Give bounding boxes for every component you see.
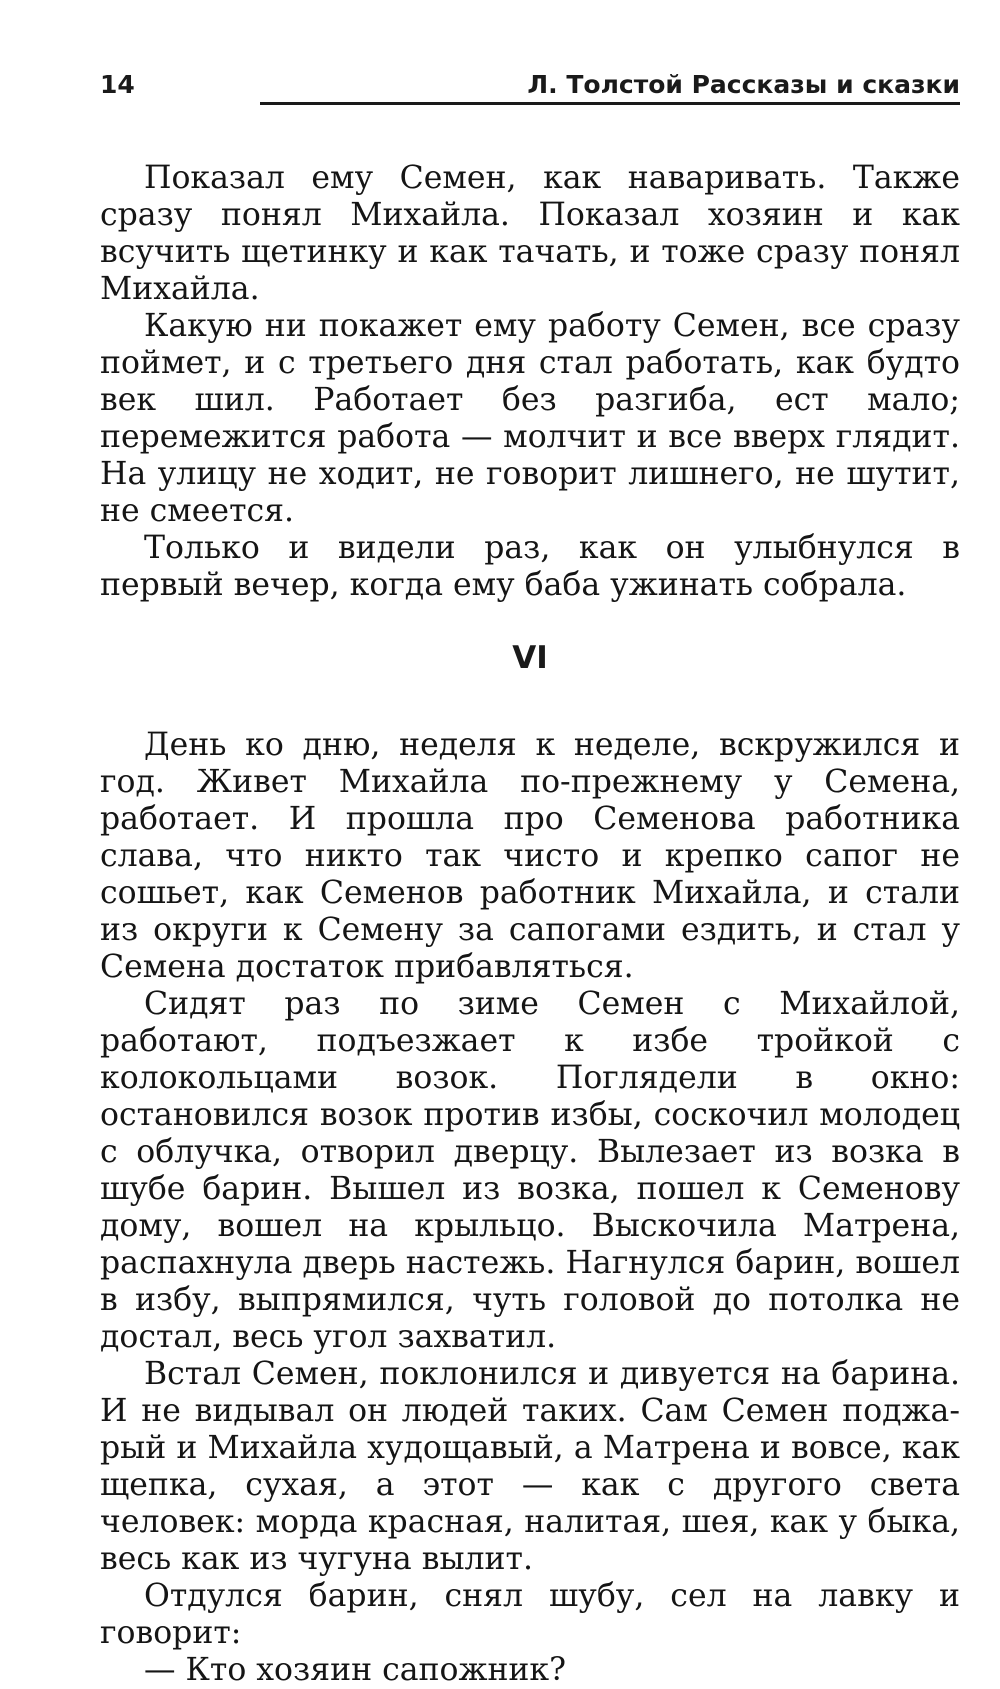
paragraph: Какую ни покажет ему работу Семен, все сразу поймет, и с третьего дня стал работать, как будто век шил. Работает без разгиба, ест мало; перемежится работа — молчит и все вверх глядит. На улицу не ходит, не говорит лишнего, не шутит, не смеется.	[100, 308, 960, 529]
paragraph: Отдулся барин, снял шубу, сел на лавку и говорит:	[100, 1578, 960, 1651]
running-title: Л. Толстой Рассказы и сказки	[527, 70, 960, 99]
page-number: 14	[100, 70, 135, 99]
header-rule	[260, 102, 960, 105]
body-text	[100, 160, 960, 1689]
paragraph: Только и видели раз, как он улыбнулся в первый вечер, когда ему баба ужинать собрала.	[100, 530, 960, 603]
running-head	[100, 62, 960, 108]
chapter-heading: VI	[512, 640, 548, 676]
dialogue-line: — Кто хозяин сапожник?	[144, 1652, 567, 1688]
paragraph: Сидят раз по зиме Семен с Михайлой, работают, подъезжает к избе тройкой с колокольцами возок. Поглядели в окно: остановился возок против избы, соскочил молодец с облучка, отворил дверцу. Вылезает из возка в шубе барин. Вышел из возка, пошел к Семенову дому, вошел на крыльцо. Выскочила Матрена, распахнула дверь настежь. Нагнулся барин, вошел в избу, выпрямился, чуть головой до потолка не достал, весь угол захватил.	[100, 986, 960, 1355]
paragraph: Показал ему Семен, как наваривать. Также сразу понял Михайла. Показал хозяин и как всучить щетинку и как тачать, и тоже сразу понял Михайла.	[100, 160, 960, 307]
paragraph: Встал Семен, поклонился и дивуется на барина. И не видывал он людей таких. Сам Семен поджарый и Михайла худощавый, а Матрена и вовсе, как щепка, сухая, а этот — как с другого света человек: морда красная, налитая, шея, как у быка, весь как из чугуна вылит.	[100, 1356, 960, 1577]
paragraph: День ко дню, неделя к неделе, вскружился и год. Живет Михайла по-прежнему у Семена, работает. И прошла про Семенова работника слава, что никто так чисто и крепко сапог не сошьет, как Семенов работник Михайла, и стали из округи к Семену за сапогами ездить, и стал у Семена достаток прибавляться.	[100, 727, 960, 985]
